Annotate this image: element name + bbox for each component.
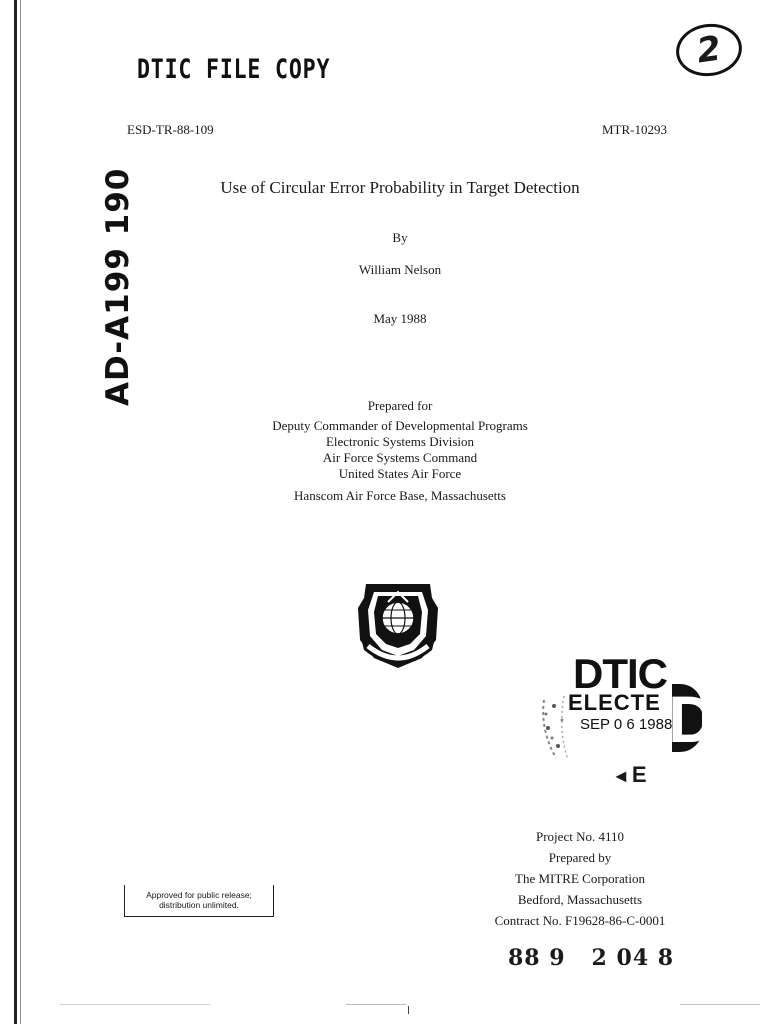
- contractor-name: The MITRE Corporation: [515, 871, 645, 886]
- distribution-line: distribution unlimited.: [159, 900, 239, 910]
- project-number: Project No. 4110: [536, 829, 624, 844]
- ad-accession-number: AD-A199 190: [100, 167, 136, 406]
- report-number-mtr: MTR-10293: [602, 122, 667, 137]
- contract-number: Contract No. F19628-86-C-0001: [494, 913, 666, 928]
- sponsor-line: Electronic Systems Division: [325, 434, 475, 449]
- copy-number-mark: 2: [673, 20, 746, 81]
- prepared-for-label: Prepared for: [367, 398, 433, 413]
- scan-artifact: [60, 1004, 210, 1005]
- sponsor-block: [0, 418, 770, 504]
- esd-emblem-icon: [352, 578, 444, 672]
- sponsor-line: Hanscom Air Force Base, Massachusetts: [294, 488, 506, 503]
- dtic-e-letter: E: [631, 762, 647, 787]
- approval-line: Approved for public release;: [146, 890, 252, 900]
- contractor-location: Bedford, Massachusetts: [517, 892, 643, 907]
- scan-artifact: [408, 1006, 409, 1014]
- page-binding-shadow: [20, 0, 21, 1024]
- scan-artifact: [680, 1004, 760, 1005]
- dtic-stamp-date: SEP 0 6 1988: [580, 716, 673, 733]
- report-number-esd: ESD-TR-88-109: [127, 122, 214, 137]
- prepared-by-label: Prepared by: [548, 850, 612, 865]
- sponsor-line: United States Air Force: [338, 466, 462, 481]
- dtic-e-mark: [612, 762, 647, 788]
- arrow-mark-icon: ◄: [612, 766, 630, 786]
- dtic-logo-text: DTIC: [573, 650, 667, 697]
- dtic-electe-label: ELECTE: [568, 690, 661, 715]
- sponsor-line: Deputy Commander of Developmental Programs: [272, 418, 528, 433]
- file-copy-stamp: DTIC FILE COPY: [137, 54, 331, 85]
- page-binding-edge: [14, 0, 17, 1024]
- author-name: William Nelson: [358, 262, 442, 277]
- approval-notice-box: [124, 885, 274, 917]
- project-block: [470, 826, 690, 931]
- scan-artifact: [346, 1004, 406, 1005]
- document-title: Use of Circular Error Probability in Target Detection: [220, 178, 580, 197]
- accession-code: 88 9 2 04 8: [508, 945, 675, 971]
- publication-date: May 1988: [373, 311, 427, 326]
- sponsor-line: Air Force Systems Command: [322, 450, 478, 465]
- by-label: By: [392, 230, 408, 245]
- dtic-d-letter: D: [668, 682, 716, 756]
